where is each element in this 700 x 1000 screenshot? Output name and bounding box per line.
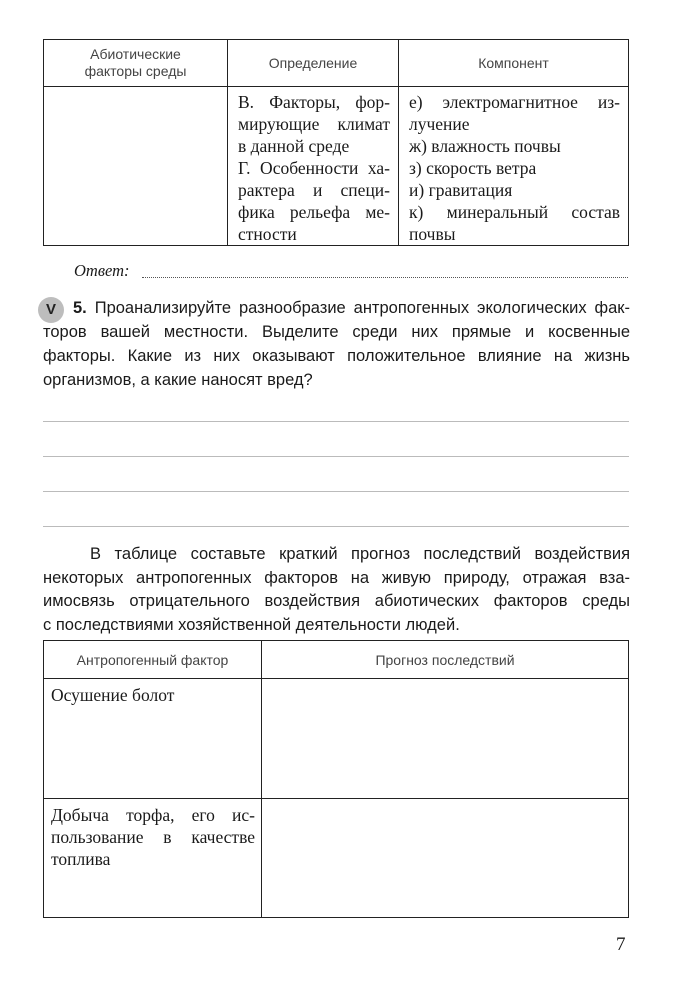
answer-label: Ответ: [74,261,130,280]
abiotic-factors-table [43,39,629,246]
task5-line: организмов, а какие наносят вред? [43,371,313,389]
page-number: 7 [616,934,626,955]
table1-header-definition: Определение [228,40,399,87]
anthropogenic-forecast-table [43,640,629,918]
task5-line [73,296,630,320]
answer-write-line-2[interactable] [43,456,629,457]
task5-line: факторы. Какие из них оказывают положительное влияние на жизнь [43,347,630,365]
component-line: з) скорость ветра [409,158,537,178]
component-line: и) гравитация [409,180,513,200]
table1-cell-definition [228,87,399,246]
answer-write-line-1[interactable] [43,421,629,422]
answer-write-line-4[interactable] [43,526,629,527]
table1-cell-factors[interactable] [44,87,228,246]
task5-line-text: Проанализируйте разнообразие антропогенных экологических фак- [94,299,630,317]
factor-line: Добыча торфа, его ис- [51,805,255,825]
table1-header-component: Компонент [399,40,629,87]
definition-line: Г. Особенности ха- [238,158,390,178]
forecast-instruction [43,543,630,637]
component-line: е) электромагнитное из- [409,92,620,112]
table1-header-factors-line2: факторы среды [84,63,187,79]
table1-cell-component [399,87,629,246]
definition-line: в данной среде [238,136,350,156]
component-line: лучение [409,114,470,134]
intro-line: имосвязь отрицательного воздействия абиотических факторов среды [43,592,630,610]
table2-header-forecast: Прогноз последствий [262,641,629,679]
table1-header-factors [44,40,228,87]
table2-header-factor: Антропогенный фактор [44,641,262,679]
answer-input-line[interactable] [142,277,628,278]
answer-write-line-3[interactable] [43,491,629,492]
definition-line: стности [238,224,297,244]
factor-line: пользование в качестве [51,827,255,847]
definition-line: рактера и специ- [238,180,390,200]
component-line: к) минеральный состав [409,202,620,222]
component-line: почвы [409,224,456,244]
level-badge: V [38,297,64,323]
definition-line: мирующие климат [238,114,390,134]
intro-line: В таблице составьте краткий прогноз последствий воздействия [90,545,630,563]
table2-row1-forecast[interactable] [262,679,629,799]
task-5-text [43,296,630,392]
table1-header-factors-line1: Абиотические [90,46,181,62]
table2-row2-forecast[interactable] [262,799,629,918]
definition-line: фика рельефа ме- [238,202,390,222]
factor-line: топлива [51,849,111,869]
intro-line: с последствиями хозяйственной деятельности людей. [43,615,460,634]
definition-line: В. Факторы, фор- [238,92,390,112]
factor-line: Осушение болот [51,685,175,705]
table2-row1-factor [44,679,262,799]
table2-row2-factor [44,799,262,918]
intro-line: некоторых антропогенных факторов на живую природу, отражая вза- [43,568,630,587]
task5-line: торов вашей местности. Выделите среди них прямые и косвенные [43,323,630,341]
task5-number: 5. [73,299,87,317]
component-line: ж) влажность почвы [409,136,561,156]
